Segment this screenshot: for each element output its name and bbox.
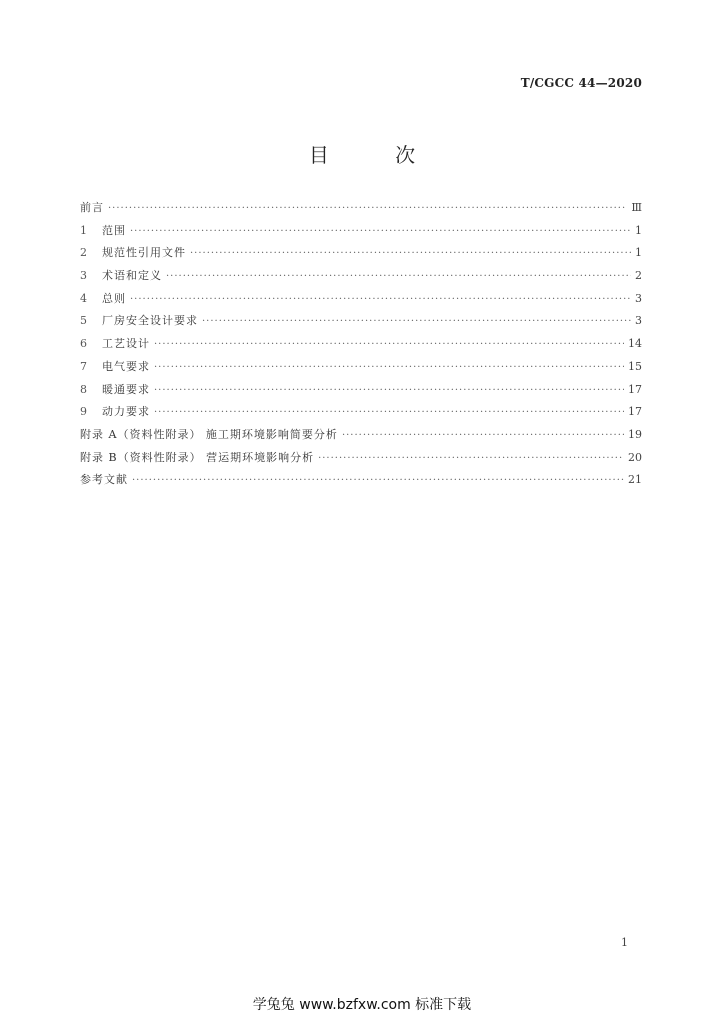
toc-leader-dots <box>318 453 624 464</box>
toc-leader-dots <box>132 475 624 486</box>
toc-entry-page: 3 <box>635 291 642 305</box>
toc-entry-label: 范围 <box>102 223 126 237</box>
watermark: 学兔兔 www.bzfxw.com 标准下载 <box>252 997 472 1013</box>
toc-entry-label: 附录 A（资料性附录） 施工期环境影响简要分析 <box>80 427 338 441</box>
toc-entry-label: 暖通要求 <box>102 382 150 396</box>
toc-entry[interactable] <box>80 312 642 335</box>
toc-leader-dots <box>202 316 631 327</box>
toc-entry[interactable] <box>80 335 642 358</box>
toc-leader-dots <box>130 226 631 237</box>
toc-leader-dots <box>130 294 631 305</box>
toc-entry-number: 4 <box>80 291 87 305</box>
toc-entry-page: 19 <box>628 427 642 441</box>
toc-entry-page: 2 <box>635 269 642 283</box>
toc-entry-page: 20 <box>628 450 642 464</box>
toc-entry-label: 工艺设计 <box>102 337 150 351</box>
toc-entry-page: 15 <box>628 359 642 373</box>
toc-leader-dots <box>190 248 631 259</box>
toc-entry-page: 14 <box>628 337 642 351</box>
toc-entry-number: 2 <box>80 246 87 260</box>
toc-entry[interactable] <box>80 471 642 494</box>
toc-entry-number: 6 <box>80 337 87 351</box>
toc-entry-page: 21 <box>628 473 642 487</box>
toc-entry[interactable] <box>80 358 642 381</box>
table-of-contents <box>80 199 642 494</box>
toc-entry[interactable] <box>80 426 642 449</box>
toc-entry[interactable] <box>80 381 642 404</box>
toc-entry[interactable] <box>80 222 642 245</box>
toc-entry-label: 总则 <box>102 291 126 305</box>
toc-leader-dots <box>108 203 627 214</box>
toc-entry-label: 前言 <box>80 201 104 214</box>
toc-entry-page: 1 <box>635 246 642 260</box>
toc-entry[interactable] <box>80 449 642 472</box>
toc-leader-dots <box>154 362 624 373</box>
toc-entry-page: Ⅲ <box>631 201 642 214</box>
toc-entry-label: 术语和定义 <box>102 269 162 283</box>
toc-entry-label: 规范性引用文件 <box>102 246 186 260</box>
toc-entry-number: 1 <box>80 223 87 237</box>
toc-entry-number: 9 <box>80 405 87 419</box>
toc-entry[interactable] <box>80 244 642 267</box>
toc-leader-dots <box>166 271 631 282</box>
toc-leader-dots <box>342 430 624 441</box>
toc-entry-label: 厂房安全设计要求 <box>102 314 198 328</box>
toc-leader-dots <box>154 339 624 350</box>
toc-entry-page: 1 <box>635 223 642 237</box>
toc-entry[interactable] <box>80 267 642 290</box>
toc-title: 目 次 <box>308 143 446 167</box>
toc-entry-page: 17 <box>628 382 642 396</box>
page-number: 1 <box>621 936 628 949</box>
document-code: T/CGCC 44—2020 <box>520 76 642 90</box>
toc-entry-number: 7 <box>80 359 87 373</box>
toc-entry-number: 8 <box>80 382 87 396</box>
toc-entry-page: 3 <box>635 314 642 328</box>
toc-entry[interactable] <box>80 403 642 426</box>
toc-entry-label: 电气要求 <box>102 359 150 373</box>
toc-leader-dots <box>154 385 624 396</box>
toc-entry-label: 参考文献 <box>80 473 128 487</box>
toc-entry-label: 附录 B（资料性附录） 营运期环境影响分析 <box>80 450 315 464</box>
toc-entry[interactable] <box>80 290 642 313</box>
toc-entry-number: 5 <box>80 314 87 328</box>
toc-entry-label: 动力要求 <box>102 405 150 419</box>
toc-entry[interactable] <box>80 199 642 222</box>
toc-entry-number: 3 <box>80 269 87 283</box>
toc-entry-page: 17 <box>628 405 642 419</box>
toc-leader-dots <box>154 407 624 418</box>
